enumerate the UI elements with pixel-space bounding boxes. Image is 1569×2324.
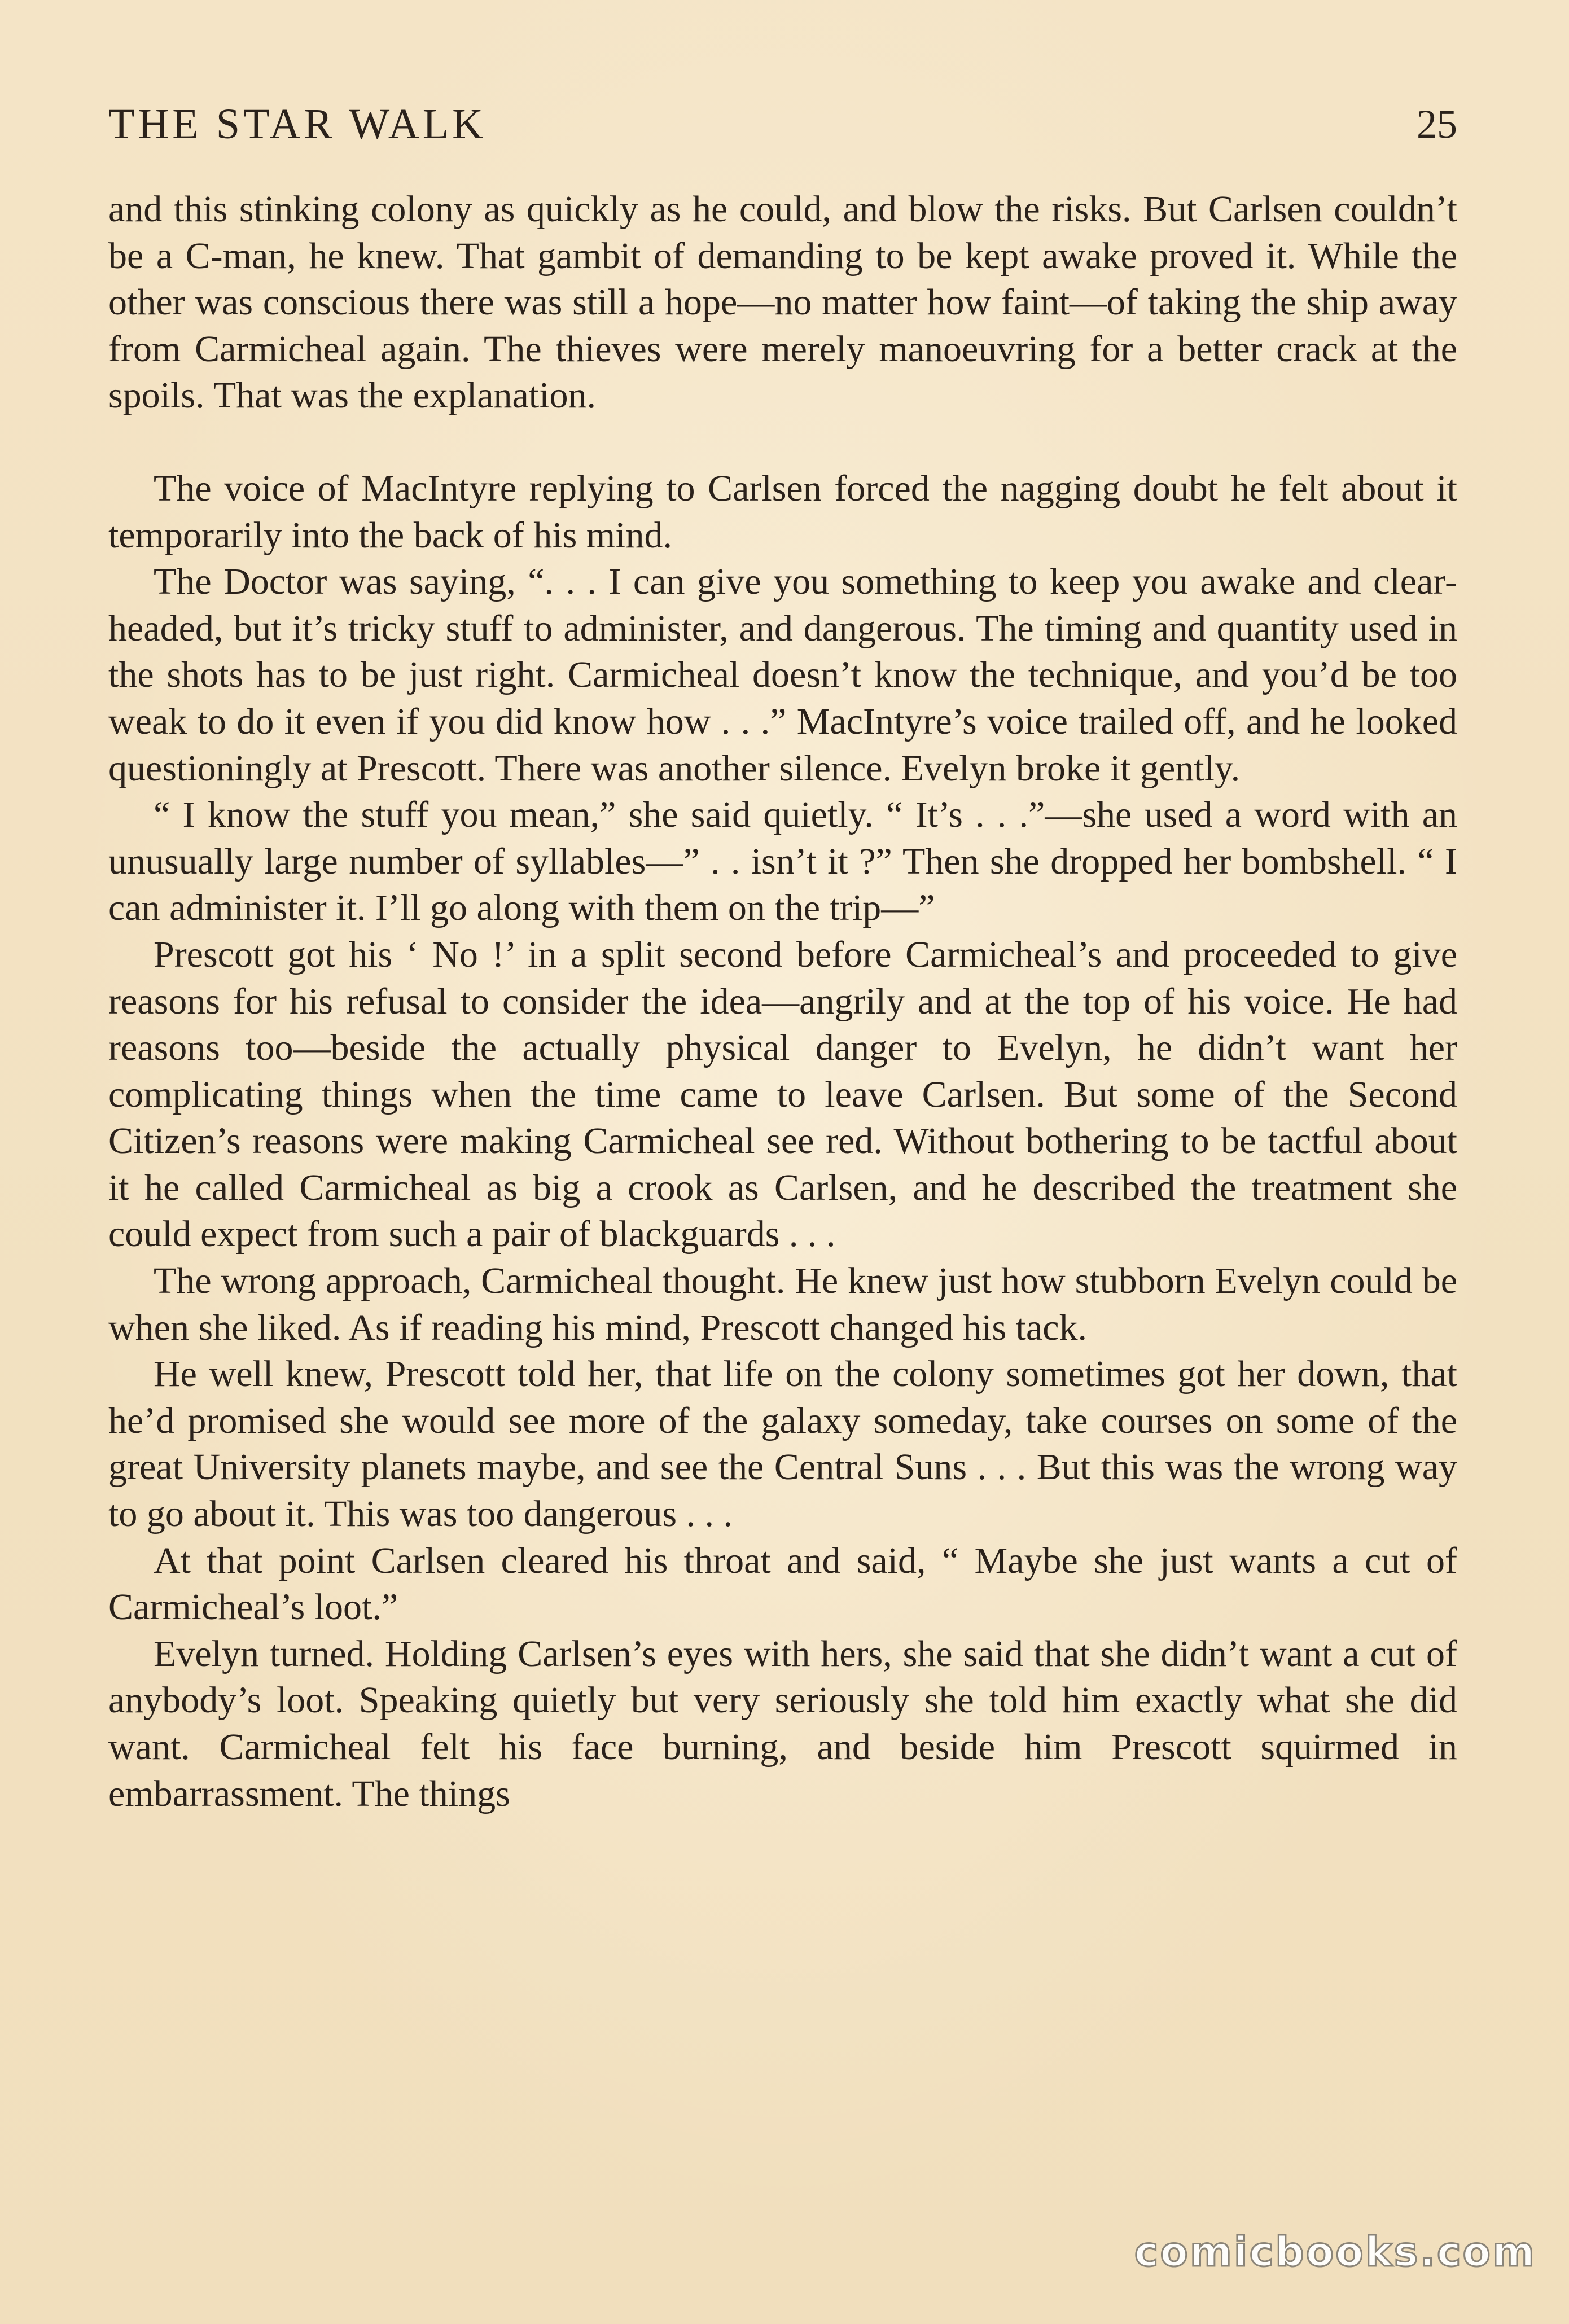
running-title: THE STAR WALK xyxy=(108,100,487,148)
paragraph-7: He well knew, Prescott told her, that life on the colony sometimes got her down, that he’d promised she would see more of the galaxy someday, take courses on some of the great University planets maybe, and see the Central Suns . . . But this was the wrong way to go about it. This was too dangerous . . . xyxy=(108,1353,1457,1535)
paragraph-2: The voice of MacIntyre replying to Carlsen forced the nagging doubt he felt about it temporarily into the back of his mind. xyxy=(108,467,1457,556)
paragraph-6: The wrong approach, Carmicheal thought. He knew just how stubborn Evelyn could be when she liked. As if reading his mind, Prescott changed his tack. xyxy=(108,1260,1457,1348)
running-head xyxy=(108,96,1457,152)
paragraph-8: At that point Carlsen cleared his throat and said, “ Maybe she just wants a cut of Carmicheal’s loot.” xyxy=(108,1540,1457,1628)
body-text xyxy=(108,186,1457,1817)
paragraph-4: “ I know the stuff you mean,” she said quietly. “ It’s . . .”—she used a word with an unusually large number of syllables—” . . isn’t it ?” Then she dropped her bombshell. “ I can administer it. I’ll go along with them on the trip—” xyxy=(108,794,1457,929)
paragraph-3: The Doctor was saying, “. . . I can give you something to keep you awake and clear-headed, but it’s tricky stuff to administer, and dangerous. The timing and quantity used in the shots has to be just right. Carmicheal doesn’t know the technique, and you’d be too weak to do it even if you did know how . . .” MacIntyre’s voice trailed off, and he looked questioningly at Prescott. There was another silence. Evelyn broke it gently. xyxy=(108,561,1457,789)
watermark: comicbooks.com xyxy=(1134,2228,1536,2275)
paragraph-9: Evelyn turned. Holding Carlsen’s eyes with hers, she said that she didn’t want a cut of anybody’s loot. Speaking quietly but very seriously she told him exactly what she did want. Carmicheal felt his face burning, and beside him Prescott squirmed in embarrassment. The things xyxy=(108,1633,1457,1814)
page-number: 25 xyxy=(1417,102,1457,147)
paragraph-5: Prescott got his ‘ No !’ in a split second before Carmicheal’s and proceeded to give reasons for his refusal to consider the idea—angrily and at the top of his voice. He had reasons too—beside the actually physical danger to Evelyn, he didn’t want her complicating things when the time came to leave Carlsen. But some of the Second Citizen’s reasons were making Carmicheal see red. Without bothering to be tactful about it he called Carmicheal as big a crook as Carlsen, and he described the treatment she could expect from such a pair of blackguards . . . xyxy=(108,933,1457,1255)
paragraph-1: and this stinking colony as quickly as he could, and blow the risks. But Carlsen couldn’t be a C-man, he knew. That gambit of demanding to be kept awake proved it. While the other was conscious there was still a hope—no matter how faint—of taking the ship away from Carmicheal again. The thieves were merely manoeuvring for a better crack at the spoils. That was the explanation. xyxy=(108,188,1457,416)
